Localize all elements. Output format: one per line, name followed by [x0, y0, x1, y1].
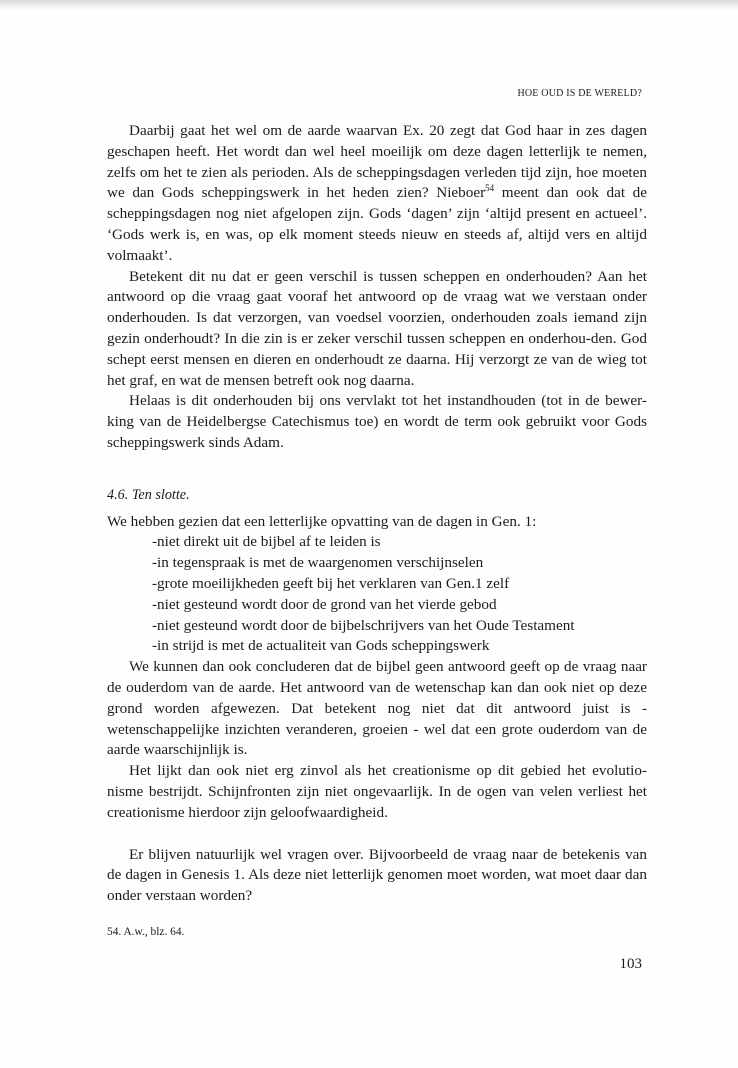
- paragraph: Betekent dit nu dat er geen verschil is tussen scheppen en onderhouden? Aan het antwoord op die vraag gaat vooraf het antwoord op de vraag wat we verstaan onder onderhouden. Is dat verzorgen, van voedsel voorzien, onderhouden zoals iemand zijn gezin onderhoudt? In die zin is er zeker verschil tussen scheppen en onderhou-den. God schept eerst mensen en dieren en onderhoudt ze daarna. Hij verzorgt ze van de wieg tot het graf, en wat de mensen betreft ook nog daarna.: [107, 267, 647, 389]
- list-item: -in tegenspraak is met de waargenomen verschijnselen: [152, 554, 484, 572]
- closing-paragraph: Er blijven natuurlijk wel vragen over. Bijvoorbeeld de vraag naar de betekenis van de dagen in Genesis 1. Als deze niet letterlijk genomen moet worden, wat moet daar dan onder verstaan worden?: [107, 845, 647, 905]
- page-number: 103: [619, 956, 642, 972]
- body-text: [107, 121, 647, 907]
- footnote: 54. A.w., blz. 64.: [107, 926, 185, 938]
- list-item: -niet direkt uit de bijbel af te leiden is: [152, 533, 381, 551]
- list-item: -niet gesteund wordt door de bijbelschrijvers van het Oude Testament: [152, 616, 575, 634]
- section-heading: 4.6. Ten slotte.: [107, 486, 190, 503]
- list-item: -niet gesteund wordt door de grond van het vierde gebod: [152, 595, 497, 613]
- conclusion-list: [107, 532, 647, 657]
- paragraph: Het lijkt dan ook niet erg zinvol als het creationisme op dit gebied het evolutio-nisme bestrijdt. Schijnfronten zijn niet ongevaarlijk. In de ogen van velen verliest het creationisme hierdoor zijn geloofwaardigheid.: [107, 762, 647, 821]
- footnote-reference[interactable]: 54: [485, 183, 495, 194]
- paragraph-text: meent dan ook dat de scheppingsdagen nog niet afgelopen zijn. Gods ‘dagen’ zijn ‘altijd present en actueel’. ‘Gods werk is, en was, op elk moment steeds nieuw en steeds af, altijd vers en altijd volmaakt’.: [107, 184, 647, 264]
- paragraph: [107, 121, 647, 267]
- list-intro: We hebben gezien dat een letterlijke opvatting van de dagen in Gen. 1:: [107, 512, 537, 530]
- paragraph: Helaas is dit onderhouden bij ons vervlakt tot het instandhouden (tot in de bewer-king van de Heidelbergse Catechismus toe) en wordt de term ook gebruikt voor Gods scheppingswerk sinds Adam.: [107, 392, 647, 451]
- paragraph-text: Daarbij gaat het wel om de aarde waarvan Ex. 20 zegt dat God haar in zes dagen geschapen heeft. Het wordt dan wel heel moeilijk om deze dagen letterlijk te nemen, zelfs om het te zien als perioden. Als de scheppingsdagen verleden tijd zijn, hoe moeten we dan Gods scheppingswerk in het heden zien? Nieboer: [107, 122, 647, 202]
- list-item: -grote moeilijkheden geeft bij het verklaren van Gen.1 zelf: [152, 574, 510, 592]
- paragraph: We kunnen dan ook concluderen dat de bijbel geen antwoord geeft op de vraag naar de ouderdom van de aarde. Het antwoord van de wetenschap kan dan ook niet op deze grond worden afgewezen. Dat betekent nog niet dat dit antwoord juist is - wetenschappelijke inzichten veranderen, groeien - wel dat een grote ouderdom van de aarde waarschijnlijk is.: [107, 658, 647, 759]
- scan-edge-shadow: [0, 0, 738, 10]
- running-head: HOE OUD IS DE WERELD?: [517, 88, 642, 99]
- list-item: -in strijd is met de actualiteit van Gods scheppingswerk: [152, 637, 490, 655]
